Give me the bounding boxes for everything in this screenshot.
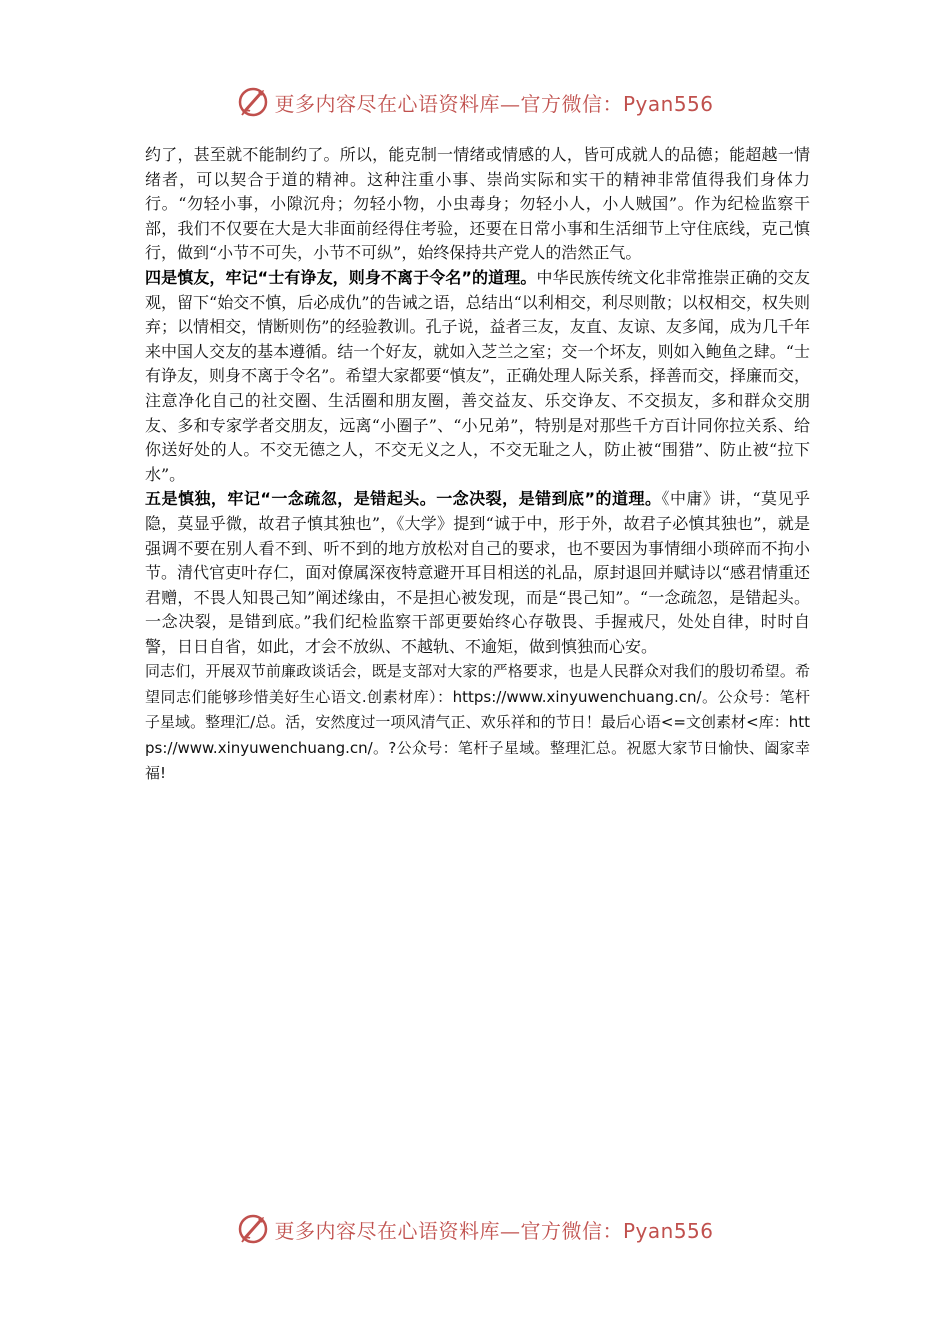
footer-banner-text (274, 1215, 713, 1244)
closing-paragraph: 同志们，开展双节前廉政谈话会，既是支部对大家的严格要求，也是人民群众对我们的殷切希望。希望同志们能够珍惜美好生心语文.创素材库）：https://www.xinyuwenchuang.cn/。公众号：笔杆子星域。整理汇/总。活，安然度过一项风清气正、欢乐祥和的节日！最后心语<=文创素材<库：https://www.xinyuwenchuang.cn/。?公众号：笔杆子星域。整理汇总。祝愿大家节日愉快、阖家幸福! (145, 662, 810, 783)
pen-logo-icon (236, 85, 270, 119)
pen-logo-icon (236, 1212, 270, 1246)
footer-banner-id: Pyan556 (622, 1218, 714, 1243)
document-body (145, 143, 810, 787)
footer-banner (0, 1209, 950, 1249)
paragraph-2-heading: 四是慎友，牢记“士有诤友，则身不离于令名”的道理。 (145, 267, 537, 287)
header-banner (0, 82, 950, 122)
paragraph-3-heading: 五是慎独，牢记“一念疏忽，是错起头。一念决裂，是错到底”的道理。 (145, 489, 662, 509)
paragraph-3-text: 《中庸》讲，“莫见乎隐，莫显乎微，故君子慎其独也”，《大学》提到“诚于中，形于外，故君子必慎其独也”，就是强调不要在别人看不到、听不到的地方放松对自己的要求，也不要因为事情细小琐碎而不拘小节。清代官吏叶存仁，面对僚属深夜特意避开耳目相送的礼品，原封退回并赋诗以“感君情重还君赠，不畏人知畏己知”阐述缘由，不是担心被发现，而是“畏己知”。“一念疏忽，是错起头。一念决裂，是错到底。”我们纪检监察干部更要始终心存敬畏、手握戒尺，处处自律，时时自警，日日自省，如此，才会不放纵、不越轨、不逾矩，做到慎独而心安。 (145, 489, 810, 656)
paragraph-2 (145, 266, 810, 487)
header-banner-id: Pyan556 (622, 91, 714, 116)
paragraph-1: 约了，甚至就不能制约了。所以，能克制一情绪或情感的人，皆可成就人的品德；能超越一情绪者，可以契合于道的精神。这种注重小事、崇尚实际和实干的精神非常值得我们身体力行。“勿轻小事，小隙沉舟；勿轻小物，小虫毒身；勿轻小人，小人贼国”。作为纪检监察干部，我们不仅要在大是大非面前经得住考验，还要在日常小事和生活细节上守住底线，克己慎行，做到“小节不可失，小节不可纵”，始终保持共产党人的浩然正气。 (145, 145, 810, 263)
header-banner-label: 更多内容尽在心语资料库—官方微信： (274, 91, 623, 116)
paragraph-3 (145, 487, 810, 659)
footer-banner-label: 更多内容尽在心语资料库—官方微信： (274, 1218, 623, 1243)
header-banner-text (274, 88, 713, 117)
paragraph-2-text: 中华民族传统文化非常推崇正确的交友观，留下“始交不慎，后必成仇”的告诫之语，总结出“以利相交，利尽则散；以权相交，权失则弃；以情相交，情断则伤”的经验教训。孔子说，益者三友，友直、友谅、友多闻，成为几千年来中国人交友的基本遵循。结一个好友，就如入芝兰之室；交一个坏友，则如入鲍鱼之肆。“士有诤友，则身不离于令名”。希望大家都要“慎友”，正确处理人际关系，择善而交，择廉而交，注意净化自己的社交圈、生活圈和朋友圈，善交益友、乐交诤友、不交损友，多和群众交朋友、多和专家学者交朋友，远离“小圈子”、“小兄弟”，特别是对那些千方百计同你拉关系、给你送好处的人。不交无德之人，不交无义之人，不交无耻之人，防止被“围猎”、防止被“拉下水”。 (145, 267, 810, 484)
